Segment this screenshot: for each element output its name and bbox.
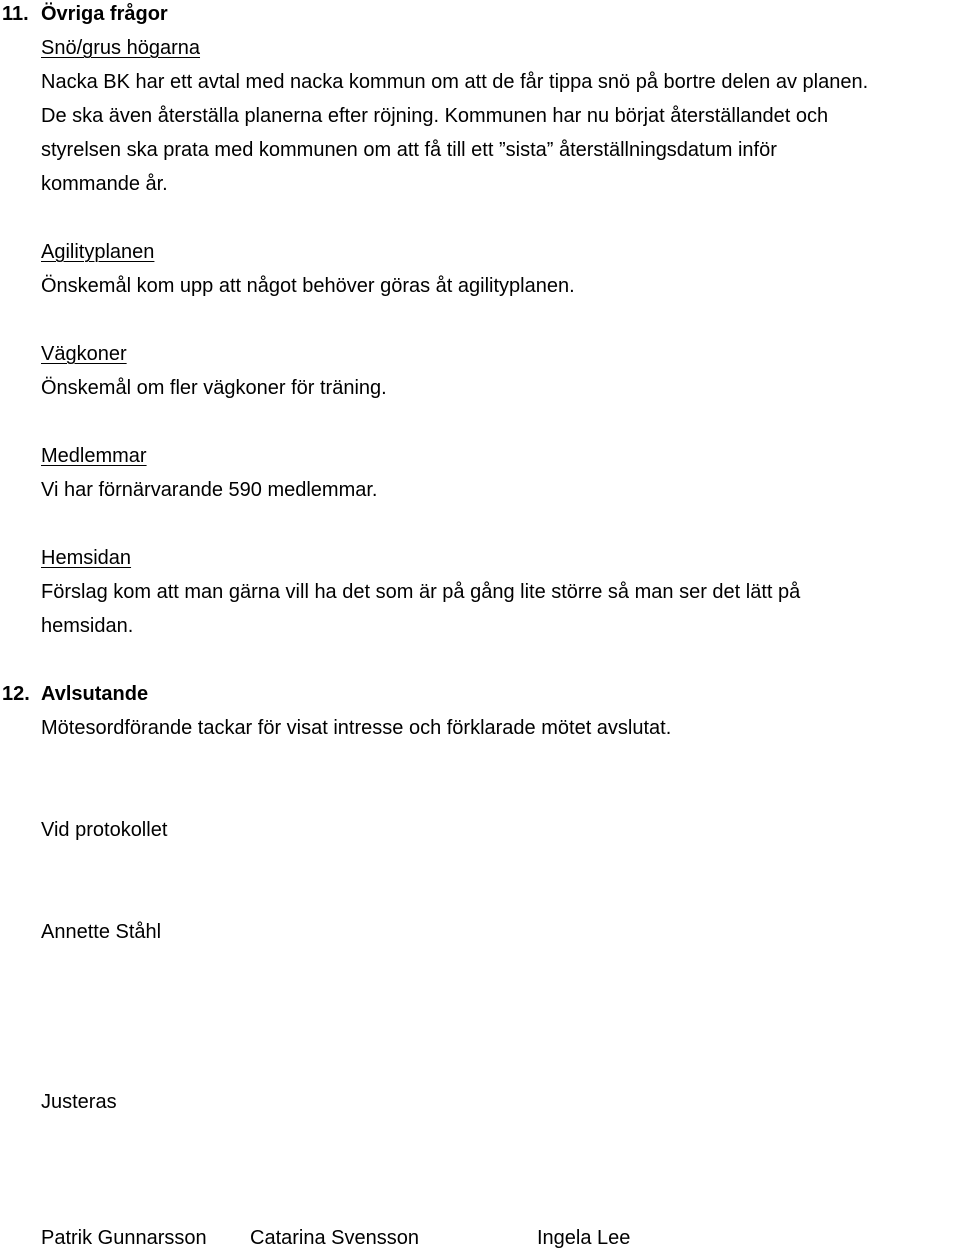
item-text-line: kommande år. <box>41 173 168 195</box>
section-12-text: Mötesordförande tackar för visat intresse och förklarade mötet avslutat. <box>41 717 672 739</box>
adjuster-name: Ingela Lee <box>537 1227 631 1249</box>
adjusted-label: Justeras <box>41 1091 117 1113</box>
item-heading-agilityplanen: Agilityplanen <box>41 241 155 263</box>
item-text-line: De ska även återställa planerna efter röjning. Kommunen har nu börjat återställandet och <box>41 105 829 127</box>
section-11-number: 11. <box>2 3 29 25</box>
item-text-line: Förslag kom att man gärna vill ha det som är på gång lite större så man ser det lätt på <box>41 581 801 603</box>
item-text-line: Önskemål kom upp att något behöver göras åt agilityplanen. <box>41 275 575 297</box>
protocol-name: Annette Ståhl <box>41 921 162 943</box>
adjuster-name: Patrik Gunnarsson <box>41 1227 207 1249</box>
item-text-line: styrelsen ska prata med kommunen om att få till ett ”sista” återställningsdatum inför <box>41 139 777 161</box>
item-heading-medlemmar: Medlemmar <box>41 445 147 467</box>
item-heading-sno-grus: Snö/grus högarna <box>41 37 201 59</box>
item-text-line: hemsidan. <box>41 615 134 637</box>
adjuster-name: Catarina Svensson <box>250 1227 419 1249</box>
section-12-number: 12. <box>2 683 30 705</box>
section-11-title: Övriga frågor <box>41 3 168 25</box>
item-text-line: Vi har förnärvarande 590 medlemmar. <box>41 479 378 501</box>
section-12-title: Avlsutande <box>41 683 149 705</box>
item-text-line: Önskemål om fler vägkoner för träning. <box>41 377 387 399</box>
item-heading-hemsidan: Hemsidan <box>41 547 132 569</box>
item-text-line: Nacka BK har ett avtal med nacka kommun om att de får tippa snö på bortre delen av planen. <box>41 71 869 93</box>
item-heading-vagkoner: Vägkoner <box>41 343 127 365</box>
protocol-label: Vid protokollet <box>41 819 168 841</box>
